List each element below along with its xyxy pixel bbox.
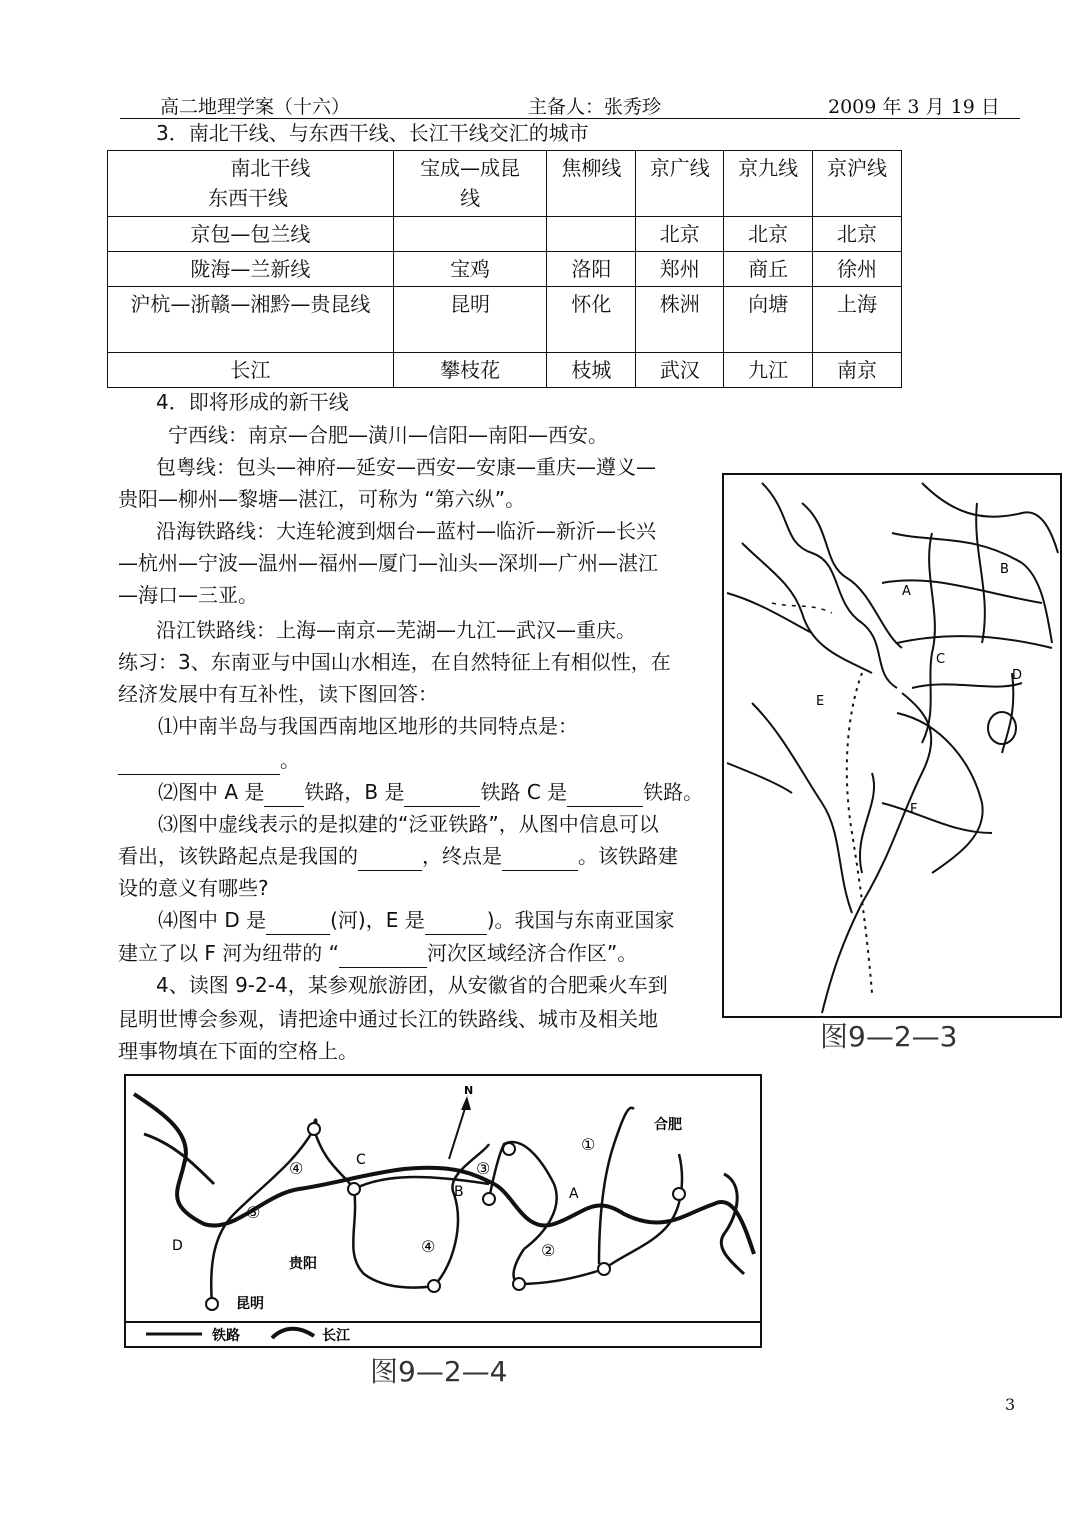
q2-part: 铁路。 <box>643 780 704 804</box>
col-header: 京沪线 <box>813 151 902 217</box>
q4-part: 建立了以 F 河为纽带的 “ <box>118 941 339 965</box>
city-hefei: 合肥 <box>654 1117 682 1133</box>
row-name: 长江 <box>108 353 394 388</box>
circled-1: ① <box>581 1135 596 1154</box>
text-line: —海口—三亚。 <box>118 583 258 607</box>
text-line: —杭州—宁波—温州—福州—厦门—汕头—深圳—广州—湛江 <box>118 551 658 575</box>
corner-east-west: 东西干线 <box>208 186 288 210</box>
text-line: 包粤线：包头—神府—延安—西安—安康—重庆—遵义— <box>156 455 656 479</box>
answer-blank[interactable] <box>404 784 480 807</box>
answer-blank[interactable] <box>118 752 280 775</box>
map1-label-b: B <box>1000 562 1009 577</box>
col-header: 焦柳线 <box>547 151 636 217</box>
text-line: 沿海铁路线：大连轮渡到烟台—蓝村—临沂—新沂—长兴 <box>156 519 656 543</box>
question-4-line2 <box>118 938 637 968</box>
legend-river-label: 长江 <box>322 1328 350 1344</box>
table-cell: 株洲 <box>636 287 724 353</box>
question-3-line2 <box>118 841 718 871</box>
table-cell: 怀化 <box>547 287 636 353</box>
q2-part: 铁路，B 是 <box>304 780 405 804</box>
table-cell: 洛阳 <box>547 252 636 287</box>
question-1: ⑴中南半岛与我国西南地区地形的共同特点是： <box>158 714 578 738</box>
junction-table <box>107 150 902 388</box>
table-row <box>108 287 902 353</box>
map1-label-a: A <box>902 584 911 599</box>
question-1-answer <box>118 745 300 775</box>
city-kunming: 昆明 <box>236 1296 264 1312</box>
answer-blank[interactable] <box>358 848 422 871</box>
col-header: 京九线 <box>724 151 813 217</box>
text-line: 沿江铁路线：上海—南京—芜湖—九江—武汉—重庆。 <box>156 618 636 642</box>
section3-title: 3．南北干线、与东西干线、长江干线交汇的城市 <box>156 121 589 145</box>
text-line: 理事物填在下面的空格上。 <box>118 1039 358 1063</box>
answer-blank[interactable] <box>266 912 330 935</box>
map2-label-b: B <box>454 1184 464 1200</box>
table-corner-cell <box>108 151 394 217</box>
circled-3: ③ <box>476 1159 491 1178</box>
map2-label-d: D <box>172 1238 183 1254</box>
table-cell <box>393 217 547 252</box>
circled-5: ⑤ <box>246 1203 261 1222</box>
period: 。 <box>280 748 300 772</box>
row-name: 沪杭—浙赣—湘黔—贵昆线 <box>108 287 394 353</box>
answer-blank[interactable] <box>264 784 304 807</box>
table-cell: 北京 <box>636 217 724 252</box>
map1-label-f: F <box>910 802 918 817</box>
q3-part: ，终点是 <box>422 844 502 868</box>
text-line: 贵阳—柳州—黎塘—湛江，可称为 “第六纵”。 <box>118 487 526 511</box>
table-cell: 宝鸡 <box>393 252 547 287</box>
map1-label-e: E <box>816 694 825 709</box>
q2-part: ⑵图中 A 是 <box>158 780 265 804</box>
map1-caption: 图9—2—3 <box>820 1020 958 1053</box>
q2-part: 铁路 C 是 <box>480 780 568 804</box>
text-line: 4、读图 9-2-4，某参观旅游团，从安徽省的合肥乘火车到 <box>156 973 668 997</box>
question-3-line3: 设的意义有哪些? <box>118 876 269 900</box>
rail-route-map <box>124 1074 764 1350</box>
map2-label-a: A <box>569 1186 579 1202</box>
table-cell: 北京 <box>813 217 902 252</box>
map1-label-d: D <box>1012 668 1023 683</box>
table-cell: 昆明 <box>393 287 547 353</box>
header-center: 主备人：张秀珍 <box>528 96 662 118</box>
col-header: 京广线 <box>636 151 724 217</box>
table-cell: 武汉 <box>636 353 724 388</box>
text-line: 宁西线：南京—合肥—潢川—信阳—南阳—西安。 <box>168 423 608 447</box>
table-cell: 向塘 <box>724 287 813 353</box>
header-right: 2009 年 3 月 19 日 <box>828 96 1000 118</box>
col-header: 宝成—成昆线 <box>393 151 547 217</box>
city-guiyang: 贵阳 <box>289 1256 317 1272</box>
circled-2: ② <box>541 1241 556 1260</box>
table-cell: 九江 <box>724 353 813 388</box>
table-cell: 枝城 <box>547 353 636 388</box>
q3-part: 。该铁路建 <box>578 844 678 868</box>
map2-caption: 图9—2—4 <box>370 1355 508 1388</box>
corner-north-south: 南北干线 <box>230 156 311 180</box>
section4-title: 4．即将形成的新干线 <box>156 390 349 414</box>
north-arrow-label: N <box>464 1084 474 1097</box>
table-cell: 攀枝花 <box>393 353 547 388</box>
table-cell: 徐州 <box>813 252 902 287</box>
table-cell: 北京 <box>724 217 813 252</box>
row-name: 京包—包兰线 <box>108 217 394 252</box>
text-line: 昆明世博会参观，请把途中通过长江的铁路线、城市及相关地 <box>118 1007 658 1031</box>
circled-4-south: ④ <box>421 1237 436 1256</box>
table-cell: 商丘 <box>724 252 813 287</box>
circled-4-north: ④ <box>289 1159 304 1178</box>
table-header-row <box>108 151 902 217</box>
question-3: ⑶图中虚线表示的是拟建的“泛亚铁路”，从图中信息可以 <box>158 812 659 836</box>
table-cell <box>547 217 636 252</box>
q4-part: ⑷图中 D 是 <box>158 908 267 932</box>
page-number: 3 <box>1005 1395 1016 1414</box>
answer-blank[interactable] <box>502 848 578 871</box>
southeast-asia-map <box>722 473 1062 1019</box>
row-name: 陇海—兰新线 <box>108 252 394 287</box>
text-line: 练习：3、东南亚与中国山水相连，在自然特征上有相似性，在 <box>118 650 671 674</box>
table-row <box>108 252 902 287</box>
question-4 <box>158 905 675 935</box>
legend-rail-label: 铁路 <box>212 1328 240 1344</box>
q4-part: )。我国与东南亚国家 <box>486 908 675 932</box>
q4-part: 河次区域经济合作区”。 <box>426 941 638 965</box>
table-cell: 上海 <box>813 287 902 353</box>
text-line: 经济发展中有互补性，读下图回答： <box>118 682 438 706</box>
header-left: 高二地理学案（十六） <box>160 96 351 118</box>
answer-blank[interactable] <box>339 945 427 968</box>
table-cell: 南京 <box>813 353 902 388</box>
q3-part: 看出，该铁路起点是我国的 <box>118 844 358 868</box>
table-row <box>108 353 902 388</box>
table-cell: 郑州 <box>636 252 724 287</box>
answer-blank[interactable] <box>567 784 643 807</box>
question-2 <box>158 777 703 807</box>
q4-part: (河)，E 是 <box>330 908 425 932</box>
table-row <box>108 217 902 252</box>
answer-blank[interactable] <box>425 912 487 935</box>
map2-label-c: C <box>356 1152 366 1168</box>
map1-label-c: C <box>936 652 946 667</box>
